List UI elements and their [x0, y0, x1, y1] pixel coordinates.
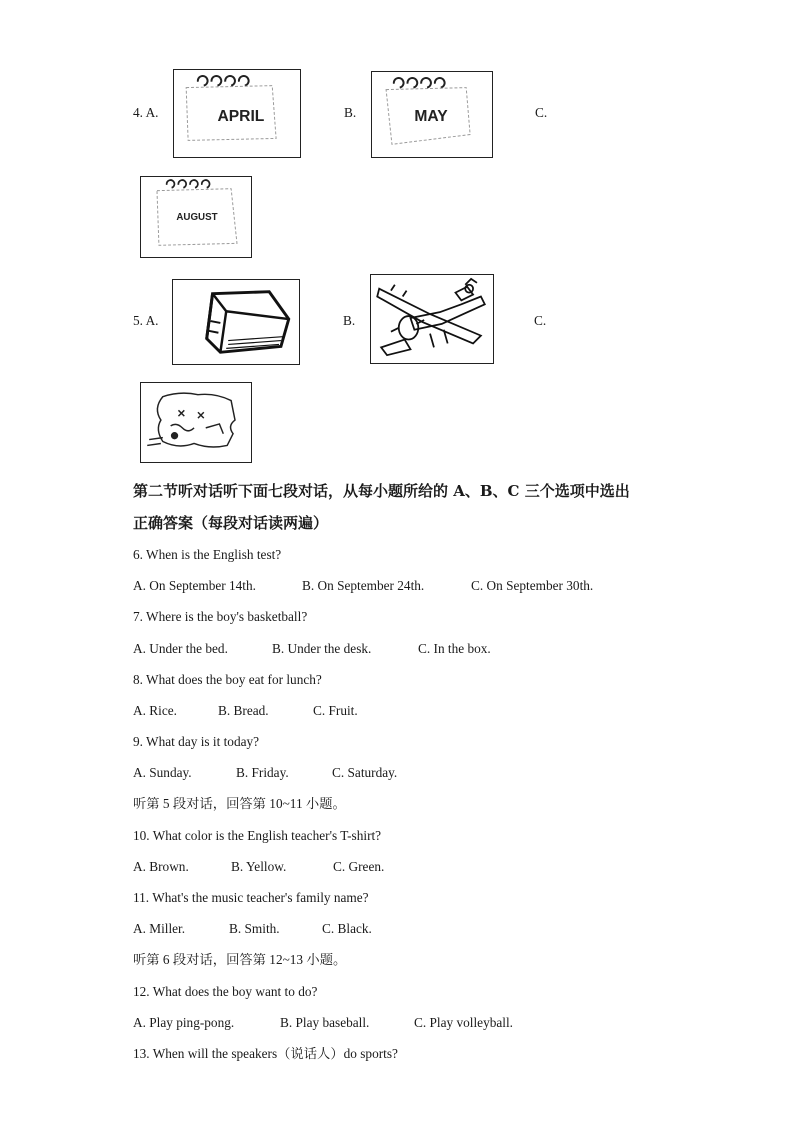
instruction-dialogue-6: 听第 6 段对话，回答第 12~13 小题。: [133, 952, 347, 967]
q5-option-b-label: B.: [343, 313, 356, 328]
q12-option-c: C. Play volleyball.: [414, 1015, 513, 1030]
q8-option-c: C. Fruit.: [313, 703, 358, 718]
question-8: 8. What does the boy eat for lunch?: [133, 672, 322, 687]
q7-option-c: C. In the box.: [418, 641, 491, 656]
q9-option-a: A. Sunday.: [133, 765, 192, 780]
book-icon: [173, 280, 299, 364]
q12-option-b: B. Play baseball.: [280, 1015, 370, 1030]
q4-option-a-label: 4. A.: [133, 105, 159, 120]
q10-option-c: C. Green.: [333, 859, 385, 874]
q11-option-b: B. Smith.: [229, 921, 280, 936]
q6-option-b: B. On September 24th.: [302, 578, 425, 593]
april-label: APRIL: [217, 107, 265, 125]
question-12: 12. What does the boy want to do?: [133, 984, 318, 999]
q10-option-b: B. Yellow.: [231, 859, 287, 874]
calendar-april-image: [173, 69, 301, 158]
instruction-dialogue-5: 听第 5 段对话，回答第 10~11 小题。: [133, 796, 346, 811]
q4-option-c-label: C.: [535, 105, 548, 120]
question-9: 9. What day is it today?: [133, 734, 260, 749]
q11-option-c: C. Black.: [322, 921, 372, 936]
map-image: [140, 382, 252, 463]
book-image: [172, 279, 300, 365]
q8-option-b: B. Bread.: [218, 703, 269, 718]
calendar-august-image: [140, 176, 252, 258]
question-13: 13. When will the speakers（说话人）do sports?: [133, 1046, 398, 1061]
q11-option-a: A. Miller.: [133, 921, 186, 936]
may-label: MAY: [414, 107, 448, 125]
q9-option-c: C. Saturday.: [332, 765, 398, 780]
section2-heading-line2: 正确答案（每段对话读两遍）: [133, 514, 329, 532]
question-6: 6. When is the English test?: [133, 547, 282, 562]
q8-option-a: A. Rice.: [133, 703, 177, 718]
q5-option-c-label: C.: [534, 313, 547, 328]
q6-option-c: C. On September 30th.: [471, 578, 594, 593]
airplane-image: [370, 274, 494, 364]
question-7: 7. Where is the boy's basketball?: [133, 609, 308, 624]
q10-option-a: A. Brown.: [133, 859, 189, 874]
q7-option-a: A. Under the bed.: [133, 641, 228, 656]
map-icon: [141, 383, 251, 462]
calendar-may-image: [371, 71, 493, 158]
q9-option-b: B. Friday.: [236, 765, 289, 780]
q5-option-a-label: 5. A.: [133, 313, 159, 328]
section2-heading-line1: 第二节听对话听下面七段对话，从每小题所给的 A、B、C 三个选项中选出: [133, 482, 630, 500]
airplane-icon: [371, 275, 493, 363]
q4-option-b-label: B.: [344, 105, 357, 120]
question-11: 11. What's the music teacher's family name?: [133, 890, 369, 905]
q6-option-a: A. On September 14th.: [133, 578, 256, 593]
q12-option-a: A. Play ping-pong.: [133, 1015, 235, 1030]
august-label: AUGUST: [176, 211, 218, 223]
question-10: 10. What color is the English teacher's T-shirt?: [133, 828, 382, 843]
q7-option-b: B. Under the desk.: [272, 641, 372, 656]
